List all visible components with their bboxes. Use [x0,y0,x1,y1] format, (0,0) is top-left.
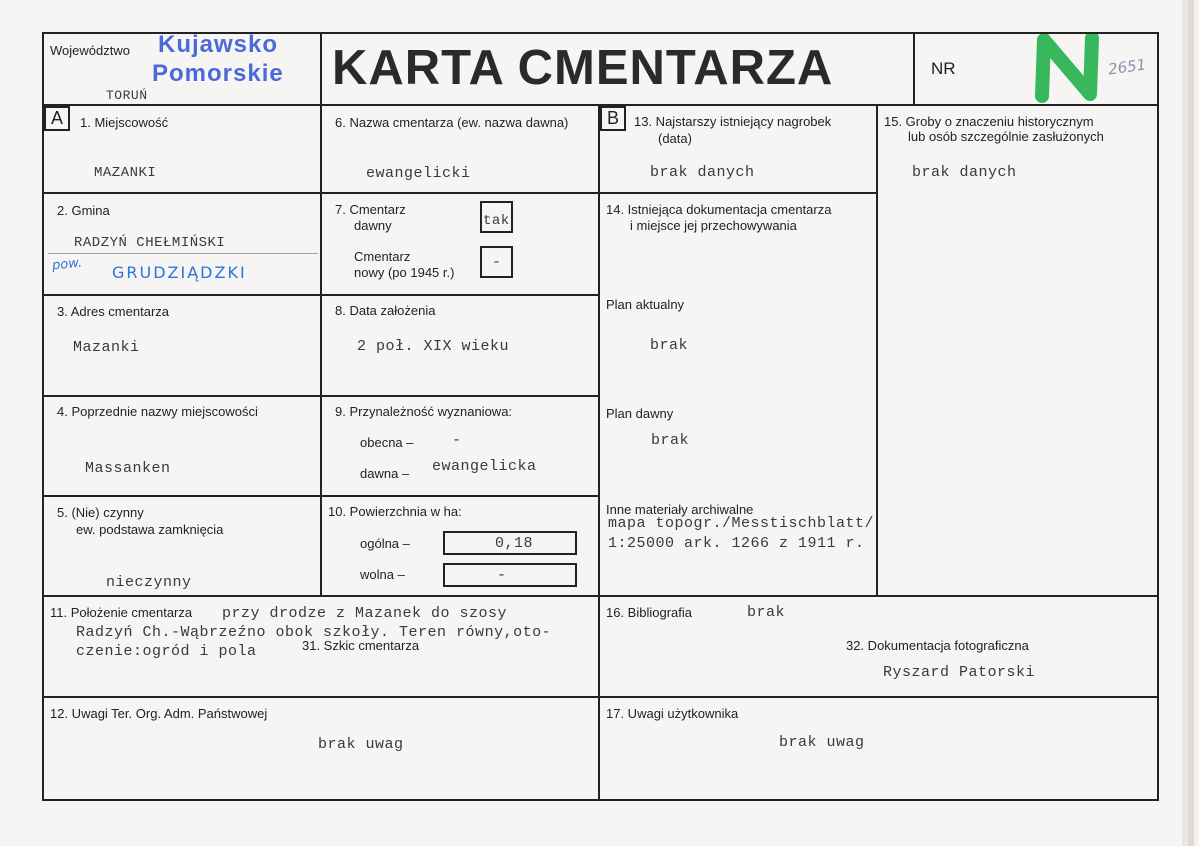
field-13-label-1: 13. Najstarszy istniejący nagrobek [634,114,832,129]
field-9-dawna-label: dawna – [360,466,410,481]
plan-dawny-value: brak [651,432,690,449]
field-11-line1: przy drodze z Mazanek do szosy [222,605,508,622]
field-2-hand-pow: pow. [51,255,83,274]
nr-label: NR [931,59,956,78]
field-7-nowy-box [480,246,513,278]
field-10-wolna-box [443,563,577,587]
field-12-value: brak uwag [318,736,404,753]
field-6-value: ewangelicki [366,165,471,182]
field-7-nowy-label-2: nowy (po 1945 r.) [354,265,455,280]
field-15-label-1: 15. Groby o znaczeniu historycznym [884,114,1094,129]
plan-aktualny-label: Plan aktualny [606,297,685,312]
field-17-label: 17. Uwagi użytkownika [606,706,739,721]
field-5-label-2: ew. podstawa zamknięcia [76,522,224,537]
field-14-label-2: i miejsce jej przechowywania [630,218,797,233]
field-16-value: brak [747,604,786,621]
field-31-label: 31. Szkic cmentarza [302,638,420,653]
field-9-label: 9. Przynależność wyznaniowa: [335,404,513,419]
field-5-value: nieczynny [106,574,192,591]
divider [876,104,878,595]
field-8-value: 2 poł. XIX wieku [357,338,510,355]
plan-dawny-label: Plan dawny [606,406,674,421]
field-15-label-2: lub osób szczególnie zasłużonych [908,129,1104,144]
field-8-label: 8. Data założenia [335,303,436,318]
field-9-dawna-value: ewangelicka [432,458,537,475]
field-3-label: 3. Adres cmentarza [57,304,169,319]
field-32-label: 32. Dokumentacja fotograficzna [846,638,1029,653]
field-11-line3: czenie:ogród i pola [76,643,257,660]
field-15-value: brak danych [912,164,1017,181]
field-7-nowy-value: - [492,254,502,271]
nr-number: 2651 [1106,55,1148,79]
wojewodztwo-label: Województwo [50,43,130,58]
field-10-ogolna-label: ogólna – [360,536,410,551]
field-12-label: 12. Uwagi Ter. Org. Adm. Państwowej [50,706,268,721]
field-11-label: 11. Położenie cmentarza [50,605,193,620]
plan-aktualny-value: brak [650,337,689,354]
divider [320,104,322,595]
field-5-label-1: 5. (Nie) czynny [57,505,144,520]
field-10-ogolna-value: 0,18 [495,535,534,552]
divider [913,32,915,104]
divider [42,495,600,497]
field-10-wolna-value: - [497,567,507,584]
field-6-label: 6. Nazwa cmentarza (ew. nazwa dawna) [335,115,569,130]
inne-materialy-line2: 1:25000 ark. 1266 z 1911 r. [608,535,865,552]
divider [42,192,878,194]
field-2-value: RADZYŃ CHEŁMIŃSKI [74,235,226,251]
field-9-obecna-label: obecna – [360,435,414,450]
section-b-letter: B [600,106,626,131]
city-note: TORUŃ [106,88,148,103]
stamp-line1: Kujawsko [158,31,279,58]
field-1-label: 1. Miejscowość [80,115,169,130]
page-title: KARTA CMENTARZA [332,41,834,95]
field-7-dawny-label-1: 7. Cmentarz [335,202,406,217]
field-9-obecna-value: - [452,432,462,449]
field-14-label-1: 14. Istniejąca dokumentacja cmentarza [606,202,832,217]
field-7-dawny-value: tak [483,213,510,229]
field-7-dawny-label-2: dawny [354,218,392,233]
field-4-label: 4. Poprzednie nazwy miejscowości [57,404,258,419]
field-32-value: Ryszard Patorski [883,664,1036,681]
field-11-line2: Radzyń Ch.-Wąbrzeźno obok szkoły. Teren równy,oto- [76,624,552,641]
field-2-underline [48,253,318,254]
field-13-label-2: (data) [658,131,692,146]
field-17-value: brak uwag [779,734,865,751]
field-2-label: 2. Gmina [57,203,110,218]
field-10-label: 10. Powierzchnia w ha: [328,504,462,519]
nr-marker-letter-n [1030,34,1110,104]
inne-materialy-line1: mapa topogr./Messtischblatt/ [608,515,875,532]
section-a-letter: A [44,106,70,131]
field-1-value: MAZANKI [94,165,157,181]
divider [42,294,600,296]
inne-materialy-label: Inne materiały archiwalne [606,502,754,517]
field-2-hand-value: GRUDZIĄDZKI [112,263,247,282]
field-10-ogolna-box [443,531,577,555]
divider [42,595,1159,597]
field-16-label: 16. Bibliografia [606,605,692,620]
field-13-value: brak danych [650,164,755,181]
divider [42,696,1159,698]
divider [42,395,600,397]
field-10-wolna-label: wolna – [360,567,405,582]
field-3-value: Mazanki [73,339,140,356]
field-4-value: Massanken [85,460,171,477]
field-7-nowy-label-1: Cmentarz [354,249,411,264]
stamp-line2: Pomorskie [152,60,284,87]
divider [320,32,322,104]
field-7-dawny-box [480,201,513,233]
